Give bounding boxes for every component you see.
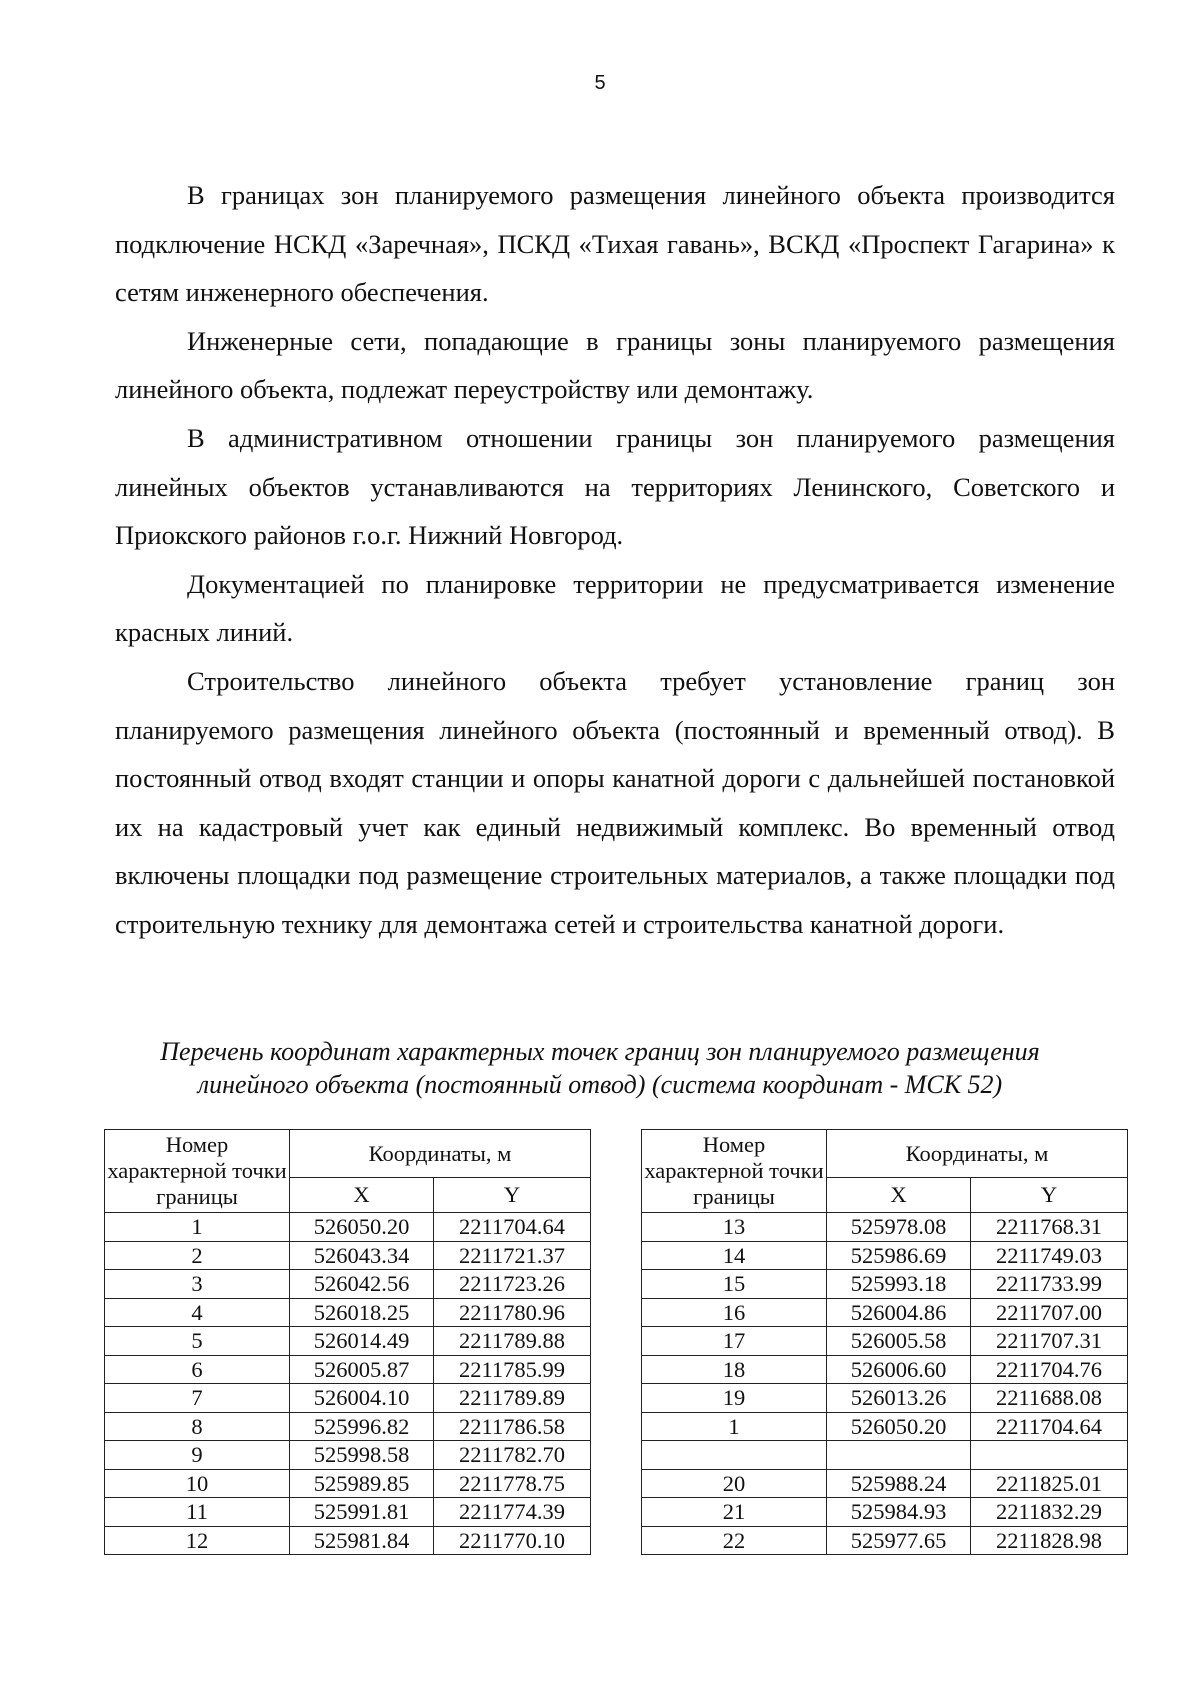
coordinates-table-right	[641, 1129, 1128, 1555]
x-coordinate-cell: 525998.58	[290, 1441, 434, 1470]
x-coordinate-cell: 526050.20	[290, 1213, 434, 1242]
y-coordinate-cell: 2211778.75	[434, 1469, 591, 1498]
point-number-header: Номер характерной точки границы	[105, 1130, 290, 1213]
point-number-cell: 12	[105, 1526, 290, 1555]
point-number-cell: 10	[105, 1469, 290, 1498]
point-number-cell: 20	[642, 1469, 827, 1498]
table-row	[642, 1384, 1128, 1413]
x-coordinate-cell: 525991.81	[290, 1498, 434, 1527]
y-coordinate-cell: 2211749.03	[971, 1241, 1128, 1270]
y-coordinate-cell: 2211782.70	[434, 1441, 591, 1470]
x-coordinate-cell: 526006.60	[827, 1355, 971, 1384]
x-coordinate-cell: 526004.10	[290, 1384, 434, 1413]
table-row	[105, 1270, 591, 1299]
paragraph: Строительство линейного объекта требует установление границ зон планируемого размещения линейного объекта (постоянный и временный отвод). В постоянный отвод входят станции и опоры канатной дороги с дальнейшей постановкой их на кадастровый учет как единый недвижимый комплекс. Во временный отвод включены площадки под размещение строительных материалов, а также площадки под строительную технику для демонтажа сетей и строительства канатной дороги.	[115, 665, 1115, 939]
x-coordinate-cell: 526014.49	[290, 1327, 434, 1356]
y-header: Y	[971, 1177, 1128, 1212]
table-row	[105, 1469, 591, 1498]
point-number-cell: 9	[105, 1441, 290, 1470]
table-row	[642, 1498, 1128, 1527]
point-number-cell: 4	[105, 1298, 290, 1327]
y-coordinate-cell: 2211780.96	[434, 1298, 591, 1327]
y-coordinate-cell: 2211768.31	[971, 1213, 1128, 1242]
point-number-cell: 18	[642, 1355, 827, 1384]
y-coordinate-cell: 2211704.64	[434, 1213, 591, 1242]
table-row	[105, 1298, 591, 1327]
point-number-cell: 21	[642, 1498, 827, 1527]
paragraph: Инженерные сети, попадающие в границы зоны планируемого размещения линейного объекта, подлежат переустройству или демонтажу.	[115, 325, 1115, 405]
y-coordinate-cell: 2211789.88	[434, 1327, 591, 1356]
paragraph: В административном отношении границы зон планируемого размещения линейных объектов устанавливаются на территориях Ленинского, Советского и Приокского районов г.о.г. Нижний Новгород.	[115, 422, 1115, 551]
y-coordinate-cell: 2211832.29	[971, 1498, 1128, 1527]
y-coordinate-cell: 2211704.64	[971, 1412, 1128, 1441]
coordinates-header: Координаты, м	[290, 1130, 591, 1178]
point-number-cell: 17	[642, 1327, 827, 1356]
table-row	[105, 1384, 591, 1413]
table-row	[642, 1241, 1128, 1270]
point-number-header: Номер характерной точки границы	[642, 1130, 827, 1213]
x-coordinate-cell: 526004.86	[827, 1298, 971, 1327]
table-row	[642, 1298, 1128, 1327]
table-row	[642, 1441, 1128, 1470]
x-coordinate-cell: 526018.25	[290, 1298, 434, 1327]
y-coordinate-cell: 2211774.39	[434, 1498, 591, 1527]
x-header: X	[290, 1177, 434, 1212]
point-number-cell: 15	[642, 1270, 827, 1299]
y-header: Y	[434, 1177, 591, 1212]
point-number-cell: 3	[105, 1270, 290, 1299]
x-header: X	[827, 1177, 971, 1212]
page-number: 5	[594, 72, 606, 94]
point-number-cell: 11	[105, 1498, 290, 1527]
x-coordinate-cell: 526013.26	[827, 1384, 971, 1413]
paragraph: В границах зон планируемого размещения линейного объекта производится подключение НСКД «Заречная», ПСКД «Тихая гавань», ВСКД «Проспект Гагарина» к сетям инженерного обеспечения.	[115, 180, 1115, 308]
point-number-cell	[642, 1441, 827, 1470]
y-coordinate-cell: 2211707.00	[971, 1298, 1128, 1327]
point-number-cell: 19	[642, 1384, 827, 1413]
point-number-cell: 16	[642, 1298, 827, 1327]
point-number-cell: 1	[642, 1412, 827, 1441]
y-coordinate-cell: 2211770.10	[434, 1526, 591, 1555]
table-row	[642, 1469, 1128, 1498]
x-coordinate-cell: 525989.85	[290, 1469, 434, 1498]
table-row	[105, 1412, 591, 1441]
y-coordinate-cell: 2211688.08	[971, 1384, 1128, 1413]
point-number-cell: 5	[105, 1327, 290, 1356]
table-row	[105, 1213, 591, 1242]
point-number-cell: 1	[105, 1213, 290, 1242]
table-row	[105, 1498, 591, 1527]
x-coordinate-cell	[827, 1441, 971, 1470]
y-coordinate-cell	[971, 1441, 1128, 1470]
table-row	[642, 1327, 1128, 1356]
x-coordinate-cell: 526005.58	[827, 1327, 971, 1356]
coordinates-table-left	[104, 1129, 591, 1555]
x-coordinate-cell: 525978.08	[827, 1213, 971, 1242]
table-row	[105, 1441, 591, 1470]
caption-line: Перечень координат характерных точек границ зон планируемого размещения	[160, 1037, 1040, 1066]
table-row	[642, 1355, 1128, 1384]
y-coordinate-cell: 2211789.89	[434, 1384, 591, 1413]
y-coordinate-cell: 2211828.98	[971, 1526, 1128, 1555]
y-coordinate-cell: 2211785.99	[434, 1355, 591, 1384]
x-coordinate-cell: 525993.18	[827, 1270, 971, 1299]
point-number-cell: 8	[105, 1412, 290, 1441]
x-coordinate-cell: 525977.65	[827, 1526, 971, 1555]
x-coordinate-cell: 525996.82	[290, 1412, 434, 1441]
x-coordinate-cell: 525981.84	[290, 1526, 434, 1555]
x-coordinate-cell: 526043.34	[290, 1241, 434, 1270]
x-coordinate-cell: 526042.56	[290, 1270, 434, 1299]
x-coordinate-cell: 525984.93	[827, 1498, 971, 1527]
table-row	[105, 1526, 591, 1555]
x-coordinate-cell: 526005.87	[290, 1355, 434, 1384]
table-caption	[100, 1035, 1100, 1101]
paragraph: Документацией по планировке территории не предусматривается изменение красных линий.	[115, 568, 1115, 648]
y-coordinate-cell: 2211704.76	[971, 1355, 1128, 1384]
table-row	[642, 1270, 1128, 1299]
coordinates-header: Координаты, м	[827, 1130, 1128, 1178]
x-coordinate-cell: 525988.24	[827, 1469, 971, 1498]
y-coordinate-cell: 2211786.58	[434, 1412, 591, 1441]
point-number-cell: 7	[105, 1384, 290, 1413]
x-coordinate-cell: 525986.69	[827, 1241, 971, 1270]
table-row	[642, 1526, 1128, 1555]
table-row	[105, 1355, 591, 1384]
y-coordinate-cell: 2211707.31	[971, 1327, 1128, 1356]
y-coordinate-cell: 2211825.01	[971, 1469, 1128, 1498]
caption-line: линейного объекта (постоянный отвод) (система координат - МСК 52)	[197, 1070, 1003, 1099]
point-number-cell: 14	[642, 1241, 827, 1270]
y-coordinate-cell: 2211721.37	[434, 1241, 591, 1270]
table-row	[642, 1213, 1128, 1242]
point-number-cell: 22	[642, 1526, 827, 1555]
y-coordinate-cell: 2211733.99	[971, 1270, 1128, 1299]
x-coordinate-cell: 526050.20	[827, 1412, 971, 1441]
table-row	[105, 1241, 591, 1270]
point-number-cell: 13	[642, 1213, 827, 1242]
body-text	[115, 171, 1115, 949]
table-row	[105, 1327, 591, 1356]
point-number-cell: 6	[105, 1355, 290, 1384]
y-coordinate-cell: 2211723.26	[434, 1270, 591, 1299]
point-number-cell: 2	[105, 1241, 290, 1270]
table-row	[642, 1412, 1128, 1441]
